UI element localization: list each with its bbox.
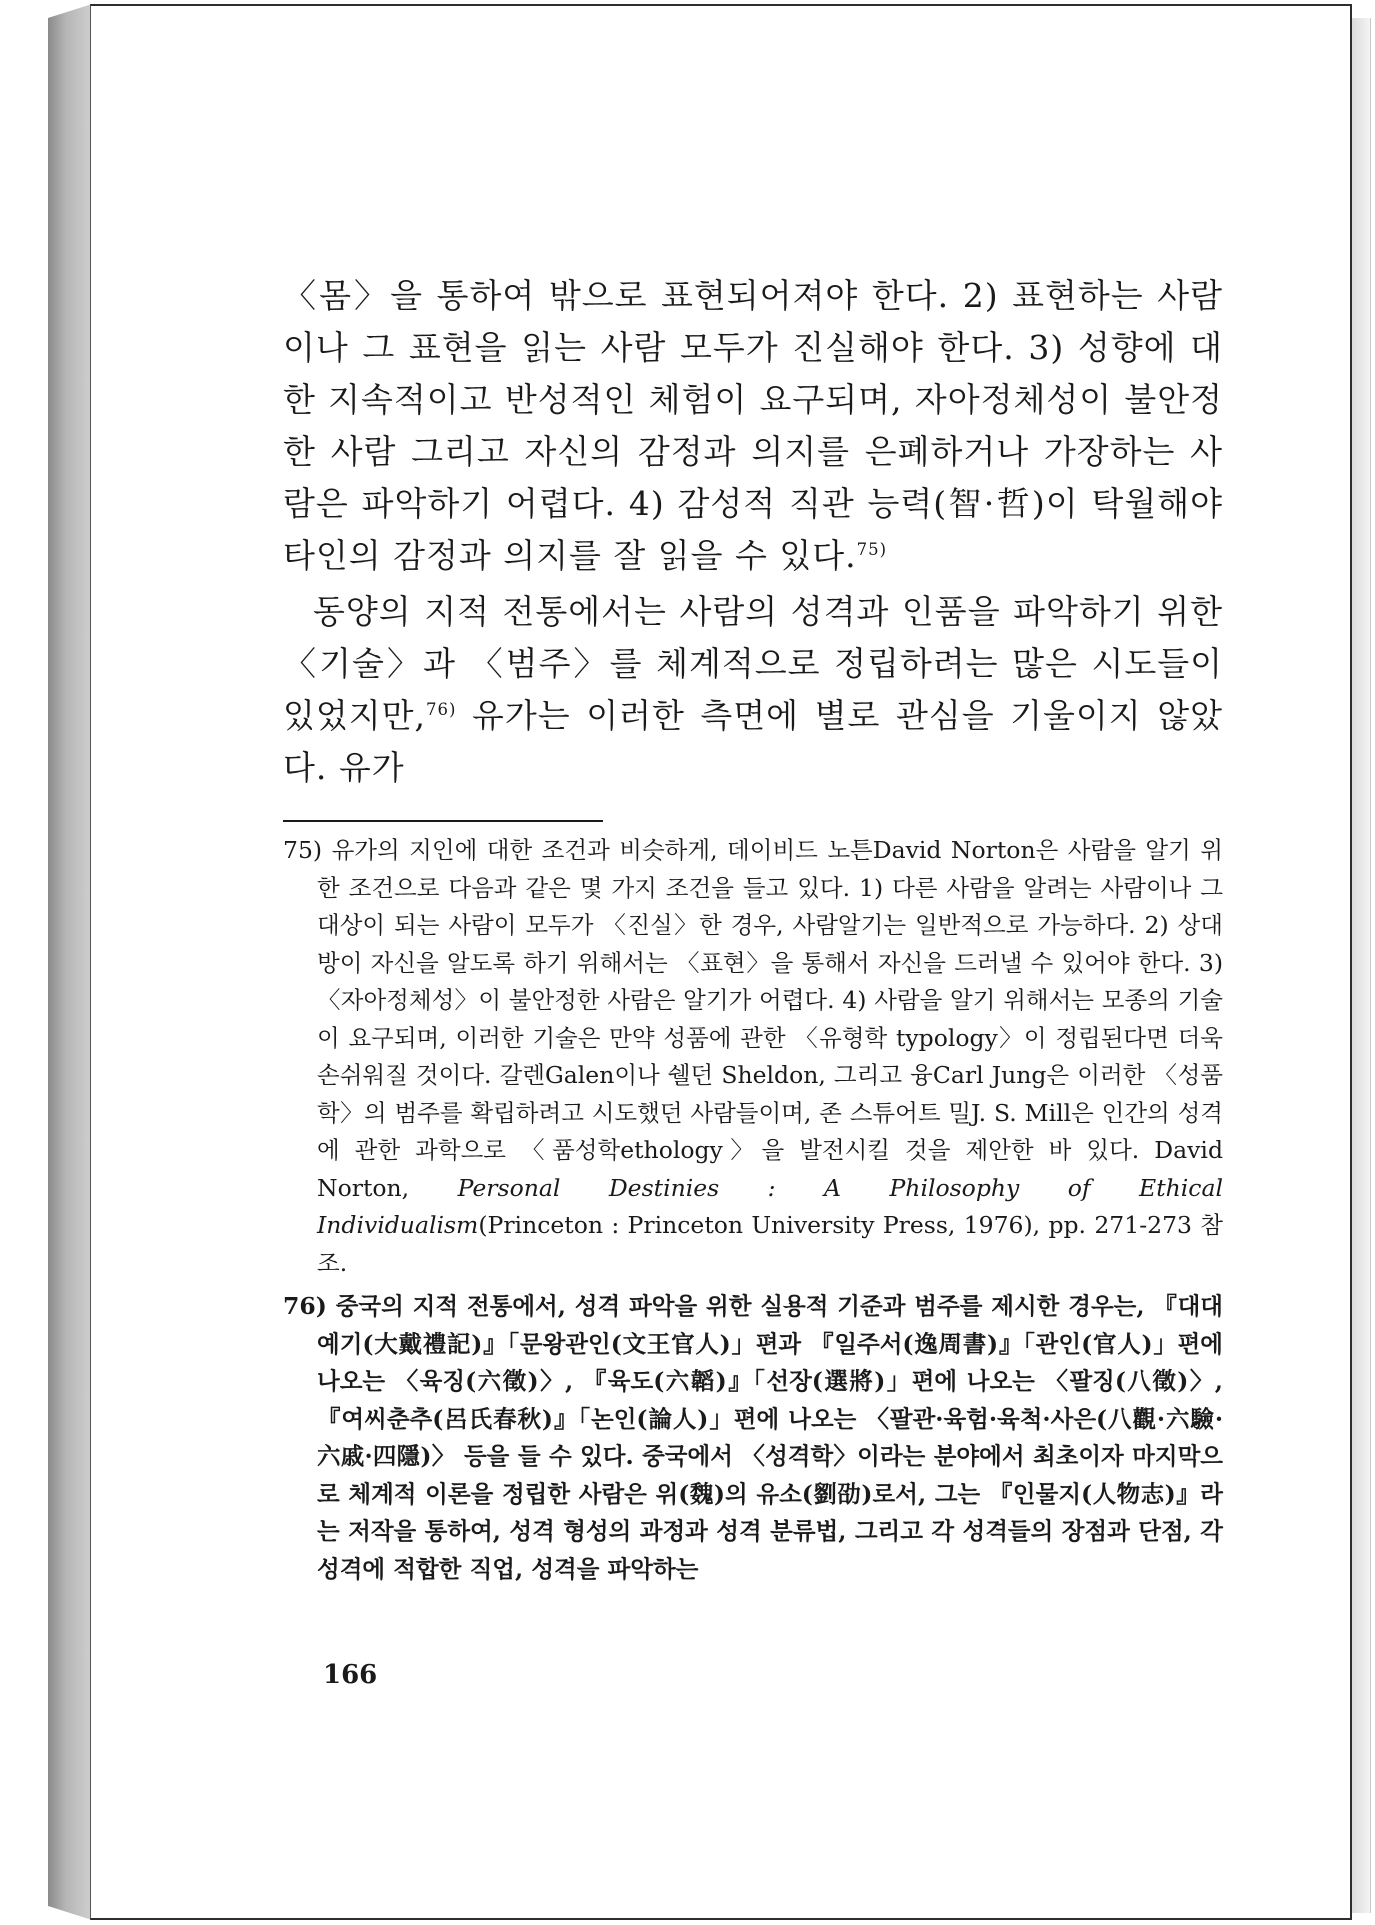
footnote-75 (283, 832, 1223, 1282)
body-paragraph-1 (283, 270, 1223, 582)
page-edge (1352, 18, 1371, 1913)
book-spine (48, 4, 92, 1920)
footnote-text: 75) 유가의 지인에 대한 조건과 비슷하게, 데이비드 노튼David Norton은 사람을 알기 위한 조건으로 다음과 같은 몇 가지 조건을 들고 있다. 1) 다른 사람을 알려는 사람이나 그 대상이 되는 사람이 모두가 〈진실〉한 경우, 사람알기는 일반적으로 가능하다. 2) 상대방이 자신을 알도록 하기 위해서는 〈표현〉을 통해서 자신을 드러낼 수 있어야 한다. 3) 〈자아정체성〉이 불안정한 사람은 알기가 어렵다. 4) 사람을 알기 위해서는 모종의 기술이 요구되며, 이러한 기술은 만약 성품에 관한 〈유형학 typology〉이 정립된다면 더욱 손쉬워질 것이다. 갈렌Galen이나 쉘던 Sheldon, 그리고 융Carl Jung은 이러한 〈성품학〉의 범주를 확립하려고 시도했던 사람들이며, 존 스튜어트 밀J. S. Mill은 인간의 성격에 관한 과학으로 〈품성학ethology〉을 발전시킬 것을 제안한 바 있다. David Norton, (283, 836, 1223, 1202)
footnote-text: (Princeton : Princeton University Press, 1976), pp. 271-273 참조. (317, 1211, 1223, 1277)
body-text: 동양의 지적 전통에서는 사람의 성격과 인품을 파악하기 위한 〈기술〉과 〈범주〉를 체계적으로 정립하려는 많은 시도들이 있었지만, (283, 592, 1223, 735)
body-text: 〈몸〉을 통하여 밖으로 표현되어져야 한다. 2) 표현하는 사람이나 그 표현을 읽는 사람 모두가 진실해야 한다. 3) 성향에 대한 지속적이고 반성적인 체험이 요구되며, 자아정체성이 불안정한 사람 그리고 자신의 감정과 의지를 은폐하거나 가장하는 사람은 파악하기 어렵다. 4) 감성적 직관 능력(智·哲)이 탁월해야 타인의 감정과 의지를 잘 읽을 수 있다. (283, 276, 1223, 575)
body-text: 유가는 이러한 측면에 별로 관심을 기울이지 않았다. 유가 (283, 696, 1223, 787)
footnote-76: 76) 중국의 지적 전통에서, 성격 파악을 위한 실용적 기준과 범주를 제시한 경우는, 『대대예기(大戴禮記)』「문왕관인(文王官人)」편과 『일주서(逸周書)』「관인(官人)」편에 나오는 〈육징(六徵)〉, 『육도(六韜)』「선장(選將)」편에 나오는 〈팔징(八徵)〉, 『여씨춘추(呂氏春秋)』「논인(論人)」편에 나오는 〈팔관·육험·육척·사은(八觀·六驗·六戚·四隱)〉 등을 들 수 있다. 중국에서 〈성격학〉이라는 분야에서 최초이자 마지막으로 체계적 이론을 정립한 사람은 위(魏)의 유소(劉劭)로서, 그는 『인물지(人物志)』라는 저작을 통하여, 성격 형성의 과정과 성격 분류법, 그리고 각 성격들의 장점과 단점, 각 성격에 적합한 직업, 성격을 파악하는 (283, 1292, 1223, 1583)
page-number: 166 (323, 1660, 378, 1690)
footnote-ref-76: 76) (426, 700, 457, 719)
book-title: Personal Destinies : A Philosophy of Ethical Individualism (317, 1173, 1223, 1239)
footnote-ref-75: 75) (856, 540, 888, 559)
page-content (283, 270, 1223, 1588)
footnote-rule (283, 820, 603, 822)
body-paragraph-2 (283, 586, 1223, 794)
